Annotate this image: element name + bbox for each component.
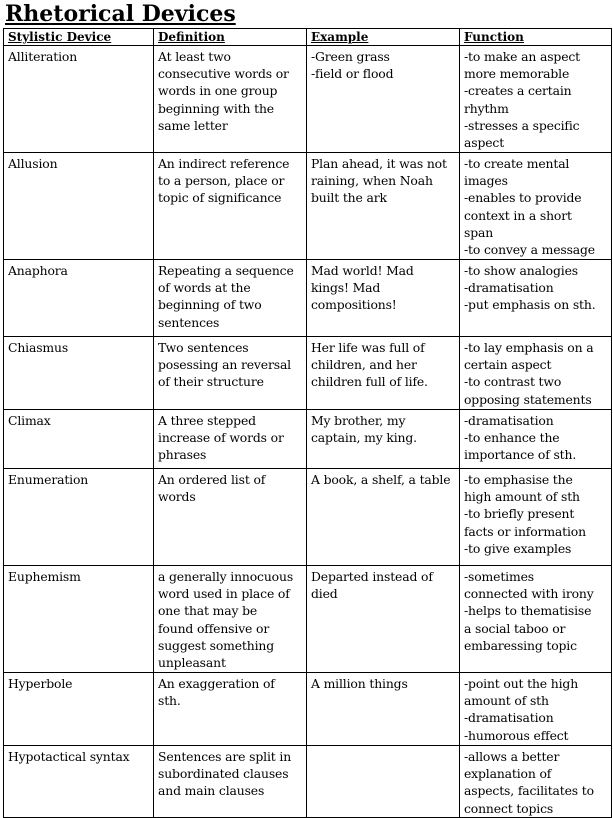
cell-text-line: -dramatisation xyxy=(464,710,554,726)
cell-text-line: word used in place of xyxy=(158,586,290,602)
cell-text-line: suggest something xyxy=(158,637,274,653)
function-cell xyxy=(460,46,612,153)
cell-text-line: facts or information xyxy=(464,523,586,539)
example-cell xyxy=(307,153,460,260)
table-row xyxy=(4,46,612,153)
cell-text-line: At least two xyxy=(158,49,231,64)
cell-text-line: topic of significance xyxy=(158,190,282,206)
cell-text-line: words in one group xyxy=(158,83,278,99)
cell-text-line: connect topics xyxy=(464,800,554,816)
cell-text-line: sth. xyxy=(158,693,181,709)
device-cell xyxy=(4,153,154,260)
cell-text-line: amount of sth xyxy=(464,693,549,709)
table-row xyxy=(4,410,612,469)
function-cell xyxy=(460,469,612,566)
table-row xyxy=(4,469,612,566)
cell-text-line: An ordered list of xyxy=(158,472,266,487)
function-cell xyxy=(460,566,612,673)
cell-text-line: -put emphasis on sth. xyxy=(464,297,596,313)
cell-text-line: -stresses a specific xyxy=(464,117,580,133)
cell-text-line: -to briefly present xyxy=(464,506,575,522)
definition-cell xyxy=(154,46,307,153)
cell-text-line: kings! Mad xyxy=(311,280,381,296)
definition-cell xyxy=(154,410,307,469)
header-function: Function xyxy=(460,29,612,46)
example-cell xyxy=(307,746,460,818)
cell-text-line: -dramatisation xyxy=(464,413,554,428)
cell-text-line: -allows a better xyxy=(464,749,560,764)
cell-text-line: -to contrast two xyxy=(464,374,562,390)
cell-text-line: raining, when Noah xyxy=(311,173,433,189)
device-cell xyxy=(4,410,154,469)
cell-text-line: same letter xyxy=(158,117,228,133)
cell-text-line: aspect xyxy=(464,135,505,151)
function-cell xyxy=(460,260,612,337)
cell-text-line: Sentences are split in xyxy=(158,749,292,764)
cell-text-line: Allusion xyxy=(8,156,58,171)
function-cell xyxy=(460,337,612,410)
cell-text-line: importance of sth. xyxy=(464,447,577,463)
table-row xyxy=(4,566,612,673)
cell-text-line: -to emphasise the xyxy=(464,472,573,487)
device-cell xyxy=(4,46,154,153)
cell-text-line: children, and her xyxy=(311,357,417,373)
cell-text-line: span xyxy=(464,224,494,240)
cell-text-line: -to convey a message xyxy=(464,242,595,258)
cell-text-line: -humorous effect xyxy=(464,727,569,743)
table-row xyxy=(4,337,612,410)
device-cell xyxy=(4,673,154,746)
cell-text-line: phrases xyxy=(158,447,207,463)
cell-text-line: An indirect reference xyxy=(158,156,290,171)
cell-text-line: Alliteration xyxy=(8,49,78,64)
device-cell xyxy=(4,566,154,673)
rhetorical-devices-table xyxy=(3,28,612,818)
table-body xyxy=(4,46,612,818)
cell-text-line: Repeating a sequence xyxy=(158,263,294,278)
cell-text-line: aspects, facilitates to xyxy=(464,783,594,799)
cell-text-line: -to give examples xyxy=(464,540,572,556)
cell-text-line: -to make an aspect xyxy=(464,49,581,64)
table-row xyxy=(4,673,612,746)
function-cell xyxy=(460,746,612,818)
device-cell xyxy=(4,337,154,410)
example-cell xyxy=(307,673,460,746)
definition-cell xyxy=(154,673,307,746)
cell-text-line: consecutive words or xyxy=(158,66,289,82)
cell-text-line: captain, my king. xyxy=(311,430,417,446)
cell-text-line: a social taboo or xyxy=(464,620,566,636)
cell-text-line: Departed instead of xyxy=(311,569,433,584)
cell-text-line: -enables to provide xyxy=(464,190,582,206)
cell-text-line: Euphemism xyxy=(8,569,81,584)
cell-text-line: -field or flood xyxy=(311,66,394,82)
cell-text-line: -to create mental xyxy=(464,156,570,171)
cell-text-line: of words at the xyxy=(158,280,251,296)
cell-text-line: and main clauses xyxy=(158,783,265,799)
cell-text-line: high amount of sth xyxy=(464,489,580,505)
cell-text-line: to a person, place or xyxy=(158,173,285,189)
cell-text-line: explanation of xyxy=(464,766,552,782)
cell-text-line: Hypotactical syntax xyxy=(8,749,130,764)
cell-text-line: beginning with the xyxy=(158,100,274,116)
cell-text-line: Hyperbole xyxy=(8,676,73,691)
cell-text-line: -helps to thematisise xyxy=(464,603,592,619)
cell-text-line: children full of life. xyxy=(311,374,428,390)
cell-text-line: -to enhance the xyxy=(464,430,560,446)
cell-text-line: My brother, my xyxy=(311,413,406,428)
example-cell xyxy=(307,469,460,566)
cell-text-line: -dramatisation xyxy=(464,280,554,296)
cell-text-line: posessing an reversal xyxy=(158,357,291,373)
cell-text-line: A million things xyxy=(311,676,408,691)
cell-text-line: context in a short xyxy=(464,207,572,223)
cell-text-line: -sometimes xyxy=(464,569,534,584)
cell-text-line: A three stepped xyxy=(158,413,256,428)
cell-text-line: compositions! xyxy=(311,297,397,313)
cell-text-line: Climax xyxy=(8,413,51,428)
device-cell xyxy=(4,260,154,337)
function-cell xyxy=(460,410,612,469)
definition-cell xyxy=(154,337,307,410)
cell-text-line: built the ark xyxy=(311,190,387,206)
device-cell xyxy=(4,746,154,818)
cell-text-line: unpleasant xyxy=(158,655,226,671)
cell-text-line: -creates a certain xyxy=(464,83,572,99)
example-cell xyxy=(307,337,460,410)
document-title: Rhetorical Devices xyxy=(5,1,236,27)
cell-text-line: An exaggeration of xyxy=(158,676,275,691)
table-header-row xyxy=(4,29,612,46)
cell-text-line: sentences xyxy=(158,314,220,330)
cell-text-line: Anaphora xyxy=(8,263,68,278)
example-cell xyxy=(307,46,460,153)
cell-text-line: embaressing topic xyxy=(464,637,577,653)
header-example: Example xyxy=(307,29,460,46)
cell-text-line: words xyxy=(158,489,196,505)
cell-text-line: one that may be xyxy=(158,603,258,619)
cell-text-line: opposing statements xyxy=(464,391,592,407)
cell-text-line: -to show analogies xyxy=(464,263,578,278)
function-cell xyxy=(460,673,612,746)
example-cell xyxy=(307,566,460,673)
cell-text-line: of their structure xyxy=(158,374,264,390)
device-cell xyxy=(4,469,154,566)
header-definition: Definition xyxy=(154,29,307,46)
example-cell xyxy=(307,410,460,469)
definition-cell xyxy=(154,260,307,337)
header-stylistic-device: Stylistic Device xyxy=(4,29,154,46)
cell-text-line: increase of words or xyxy=(158,430,284,446)
cell-text-line: found offensive or xyxy=(158,620,270,636)
definition-cell xyxy=(154,469,307,566)
function-cell xyxy=(460,153,612,260)
example-cell xyxy=(307,260,460,337)
cell-text-line: more memorable xyxy=(464,66,570,82)
table-row xyxy=(4,153,612,260)
cell-text-line: a generally innocuous xyxy=(158,569,294,584)
table-row xyxy=(4,746,612,818)
cell-text-line: A book, a shelf, a table xyxy=(311,472,451,487)
definition-cell xyxy=(154,566,307,673)
cell-text-line: subordinated clauses xyxy=(158,766,289,782)
cell-text-line: died xyxy=(311,586,338,602)
cell-text-line: rhythm xyxy=(464,100,509,116)
definition-cell xyxy=(154,153,307,260)
table-row xyxy=(4,260,612,337)
cell-text-line: -point out the high xyxy=(464,676,579,691)
cell-text-line: beginning of two xyxy=(158,297,262,313)
cell-text-line: Enumeration xyxy=(8,472,89,487)
cell-text-line: Two sentences xyxy=(158,340,249,355)
cell-text-line: certain aspect xyxy=(464,357,552,373)
cell-text-line: Chiasmus xyxy=(8,340,69,355)
cell-text-line: Plan ahead, it was not xyxy=(311,156,447,171)
cell-text-line: -to lay emphasis on a xyxy=(464,340,594,355)
cell-text-line: connected with irony xyxy=(464,586,594,602)
cell-text-line: images xyxy=(464,173,508,189)
cell-text-line: Mad world! Mad xyxy=(311,263,414,278)
cell-text-line: Her life was full of xyxy=(311,340,425,355)
definition-cell xyxy=(154,746,307,818)
cell-text-line: -Green grass xyxy=(311,49,390,64)
